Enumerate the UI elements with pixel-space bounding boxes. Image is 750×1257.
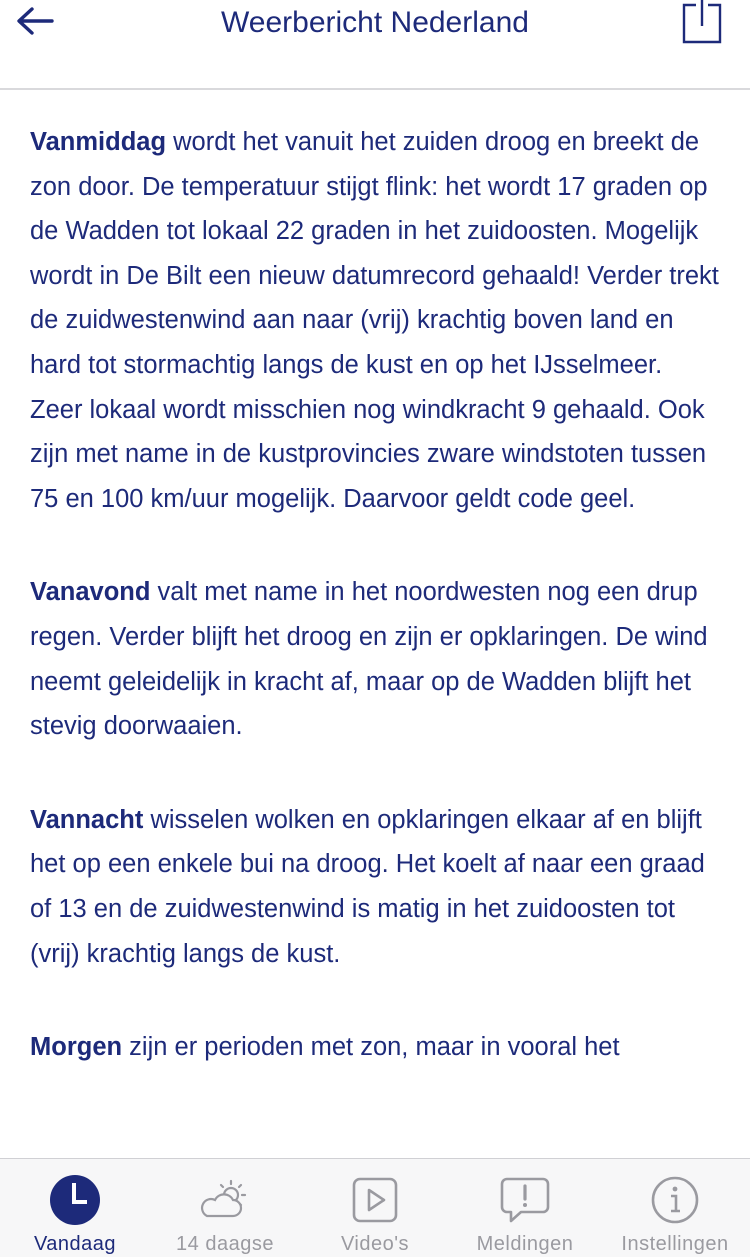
tab-label: Instellingen	[621, 1233, 729, 1255]
share-icon	[682, 0, 722, 49]
tab-label: Vandaag	[33, 1233, 117, 1255]
page-title: Weerbericht Nederland	[221, 6, 529, 39]
info-icon	[647, 1173, 703, 1227]
tab-label: Meldingen	[476, 1233, 574, 1255]
forecast-body: zijn er perioden met zon, maar in vooral het	[122, 1033, 620, 1062]
tab-videos[interactable]	[300, 1159, 450, 1257]
forecast-paragraph-evening	[30, 570, 720, 748]
forecast-lead: Vanavond	[30, 578, 151, 607]
notification-bubble-icon	[497, 1173, 553, 1227]
forecast-paragraph-afternoon	[30, 120, 720, 521]
forecast-lead: Morgen	[30, 1033, 123, 1062]
clock-icon	[47, 1173, 103, 1227]
tab-meldingen[interactable]	[450, 1159, 600, 1257]
tab-14-daagse[interactable]	[150, 1159, 300, 1257]
tab-vandaag[interactable]	[0, 1159, 150, 1257]
tab-instellingen[interactable]	[600, 1159, 750, 1257]
share-button[interactable]	[674, 0, 730, 46]
video-play-icon	[347, 1173, 403, 1227]
tab-bar	[0, 1158, 750, 1257]
forecast-lead: Vanmiddag	[30, 128, 167, 156]
forecast-paragraph-night	[30, 798, 720, 976]
navigation-bar	[0, 0, 750, 90]
tab-label: Video's	[340, 1233, 410, 1255]
forecast-body: valt met name in het noordwesten nog een drup regen. Verder blijft het droog en zijn er opklaringen. De wind neemt geleidelijk in kracht af, maar op de Wadden blijft het stevig doorwaaien.	[30, 578, 708, 741]
forecast-text	[30, 120, 720, 1160]
forecast-body: wisselen wolken en opklaringen elkaar af en blijft het op een enkele bui na droog. Het koelt af naar een graad of 13 en de zuidwestenwind is matig in het zuidoosten tot (vrij) krachtig langs de kust.	[30, 805, 705, 968]
forecast-lead: Vannacht	[30, 805, 144, 834]
forecast-paragraph-tomorrow	[30, 1025, 720, 1070]
forecast-body: wordt het vanuit het zuiden droog en breekt de zon door. De temperatuur stijgt flink: het wordt 17 graden op de Wadden tot lokaal 22 graden in het zuidoosten. Mogelijk wordt in De Bilt een nieuw datumrecord gehaald! Verder trekt de zuidwestenwind aan naar (vrij) krachtig boven land en hard tot stormachtig langs de kust en op het IJsselmeer. Zeer lokaal wordt misschien nog windkracht 9 gehaald. Ook zijn met name in de kustprovincies zware windstoten tussen 75 en 100 km/uur mogelijk. Daarvoor geldt code geel.	[30, 128, 719, 513]
tab-label: 14 daagse	[176, 1233, 274, 1255]
partly-sunny-icon	[197, 1173, 253, 1227]
